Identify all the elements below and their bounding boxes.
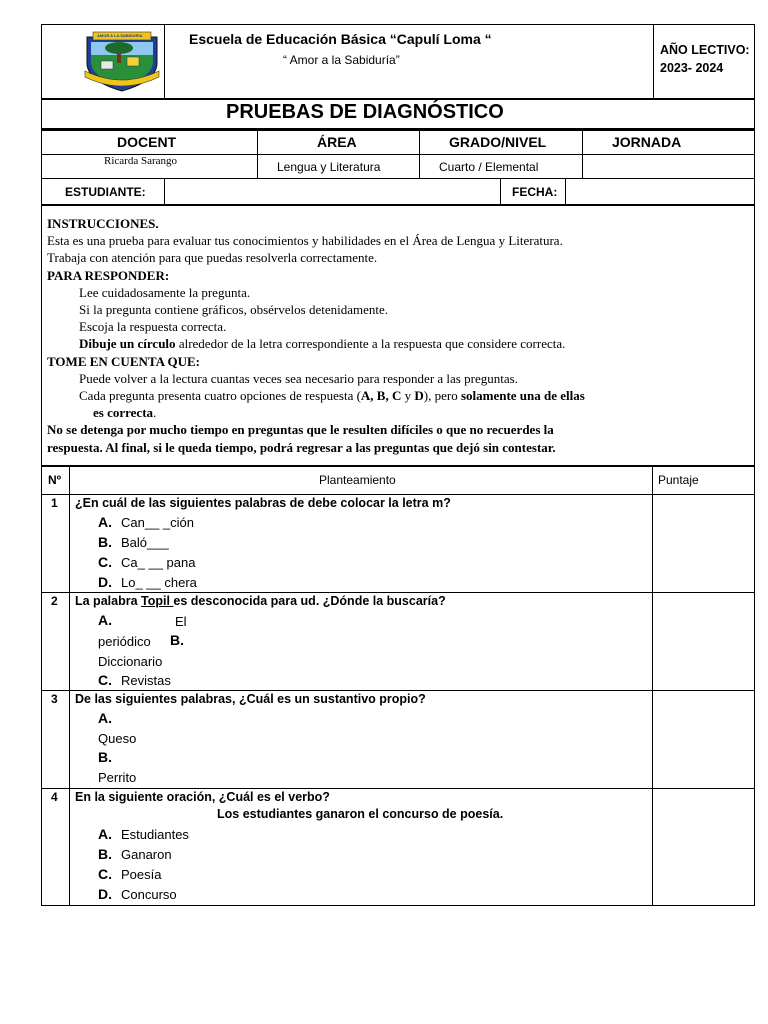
col-line-num: [69, 466, 70, 906]
q1-option-d-text: Lo_ __ chera: [121, 575, 197, 590]
responder-item-1: Lee cuidadosamente la pregunta.: [79, 284, 251, 300]
responder-heading: PARA RESPONDER:: [47, 267, 170, 283]
q2-option-a-text-1: El: [175, 614, 187, 629]
q3-option-b-text: Perrito: [98, 770, 137, 785]
question-1-number: 1: [51, 496, 58, 510]
row-line-q1: [41, 592, 755, 593]
year-label: AÑO LECTIVO:: [660, 43, 750, 57]
grado-label: GRADO/NIVEL: [449, 134, 547, 150]
tome-item-2-a: Cada pregunta presenta cuatro opciones de respuesta (: [79, 388, 361, 404]
q2-option-a-letter[interactable]: A.: [98, 612, 112, 628]
question-4-number: 4: [51, 790, 58, 804]
header-divider-right: [653, 24, 654, 99]
final-note-1: No se detenga por mucho tiempo en preguntas que le resulten difíciles o que no recuerdes la: [47, 422, 554, 438]
question-1-text: ¿En cuál de las siguientes palabras de debe colocar la letra m?: [75, 496, 451, 510]
info-col-1: [257, 129, 258, 178]
col-header-num: Nº: [48, 473, 62, 487]
row-line-header: [41, 494, 755, 495]
responder-item-4-rest: alrededor de la letra correspondiente a la respuesta que considere correcta.: [175, 336, 566, 352]
responder-item-2: Si la pregunta contiene gráficos, obsérvelos detenidamente.: [79, 302, 389, 318]
q4-option-c-letter[interactable]: C.: [98, 866, 112, 882]
info-col-student-3: [565, 178, 566, 205]
q1-option-c-text: Ca_ __ pana: [121, 555, 196, 570]
instructions-intro-2: Trabaja con atención para que puedas resolverla correctamente.: [47, 250, 378, 266]
tome-item-2-f: solamente una de ellas: [460, 388, 585, 404]
school-logo: [83, 31, 161, 93]
row-line-q3: [41, 788, 755, 789]
q4-option-b-letter[interactable]: B.: [98, 846, 112, 862]
q4-option-d-letter[interactable]: D.: [98, 886, 112, 902]
q2-option-b-letter[interactable]: B.: [170, 632, 184, 648]
tome-item-2-b: A, B, C: [360, 388, 402, 404]
q2-option-a-text-2: periódico: [98, 634, 151, 649]
col-header-planteamiento: Planteamiento: [319, 473, 396, 487]
question-4-sentence: Los estudiantes ganaron el concurso de poesía.: [217, 807, 504, 821]
q4-option-a-text: Estudiantes: [121, 827, 189, 842]
row-line-q2: [41, 690, 755, 691]
question-2-text: [75, 594, 446, 608]
question-3-number: 3: [51, 692, 58, 706]
info-col-student-1: [164, 178, 165, 205]
year-value: 2023- 2024: [660, 61, 724, 75]
estudiante-field[interactable]: [170, 185, 490, 199]
school-motto: “ Amor a la Sabiduría”: [283, 53, 400, 67]
q4-option-a-letter[interactable]: A.: [98, 826, 112, 842]
area-label: ÁREA: [317, 134, 357, 150]
q1-option-b-text: Baló___: [121, 535, 169, 550]
q3-option-b-letter[interactable]: B.: [98, 749, 112, 765]
page-title: PRUEBAS DE DIAGNÓSTICO: [226, 101, 504, 123]
q1-option-a-text: Can__ _ción: [121, 515, 194, 530]
instructions-intro-1: Esta es una prueba para evaluar tus conocimientos y habilidades en el Área de Lengua y Literatura.: [47, 233, 563, 249]
q1-option-a-letter[interactable]: A.: [98, 514, 112, 530]
question-2-text-before: La palabra: [75, 594, 141, 608]
info-col-2: [419, 129, 420, 178]
logo-text: AMOR A LA SABIDURIA: [97, 33, 143, 38]
question-3-text: De las siguientes palabras, ¿Cuál es un sustantivo propio?: [75, 692, 426, 706]
responder-item-3: Escoja la respuesta correcta.: [79, 319, 227, 335]
q4-option-b-text: Ganaron: [121, 847, 172, 862]
docente-label: DOCENT: [117, 134, 177, 150]
question-2-number: 2: [51, 594, 58, 608]
question-2-keyword: Topil: [141, 594, 174, 608]
q2-option-b-text: Diccionario: [98, 654, 163, 669]
info-row-line-2: [41, 178, 755, 179]
info-col-student-2: [500, 178, 501, 205]
header-divider-left: [164, 24, 165, 99]
tome-item-2-cont: [47, 404, 751, 421]
q2-option-c-text: Revistas: [121, 673, 171, 688]
tome-item-2-g: es correcta: [93, 405, 154, 421]
tome-item-1: Puede volver a la lectura cuantas veces sea necesario para responder a las preguntas.: [79, 370, 518, 386]
q3-option-a-text: Queso: [98, 731, 137, 746]
tome-item-2: [47, 387, 751, 404]
question-4-text: En la siguiente oración, ¿Cuál es el verbo?: [75, 790, 330, 804]
tome-heading: TOME EN CUENTA QUE:: [47, 353, 201, 369]
q3-option-a-letter[interactable]: A.: [98, 710, 112, 726]
q1-option-b-letter[interactable]: B.: [98, 534, 112, 550]
tome-item-2-h: .: [153, 405, 157, 421]
tome-item-2-d: D: [414, 388, 424, 404]
school-name: Escuela de Educación Básica “Capulí Loma “: [189, 31, 492, 47]
fecha-field[interactable]: [572, 185, 747, 199]
q1-option-c-letter[interactable]: C.: [98, 554, 112, 570]
grado-value: Cuarto / Elemental: [439, 160, 539, 174]
jornada-label: JORNADA: [612, 134, 682, 150]
final-note-2: respuesta. Al final, si le queda tiempo, podrá regresar a las preguntas que dejó sin contestar.: [47, 439, 556, 455]
q1-option-d-letter[interactable]: D.: [98, 574, 112, 590]
col-header-puntaje: Puntaje: [658, 473, 699, 487]
responder-item-4: [47, 335, 751, 352]
instructions: [47, 215, 751, 456]
instructions-heading: INSTRUCCIONES.: [47, 216, 159, 231]
tome-item-2-e: ), pero: [423, 388, 461, 404]
responder-item-4-bold: Dibuje un círculo: [79, 336, 176, 352]
estudiante-label: ESTUDIANTE:: [65, 185, 146, 199]
question-2-text-after: es desconocida para ud. ¿Dónde la buscaría?: [173, 594, 446, 608]
docente-value: Ricarda Sarango: [104, 155, 177, 167]
col-line-score: [652, 466, 653, 906]
q2-option-c-letter[interactable]: C.: [98, 672, 112, 688]
q4-option-d-text: Concurso: [121, 887, 177, 902]
tome-item-2-c: y: [401, 388, 415, 404]
q4-option-c-text: Poesía: [121, 867, 162, 882]
fecha-label: FECHA:: [512, 185, 558, 199]
area-value: Lengua y Literatura: [277, 160, 381, 174]
info-col-3: [582, 129, 583, 178]
